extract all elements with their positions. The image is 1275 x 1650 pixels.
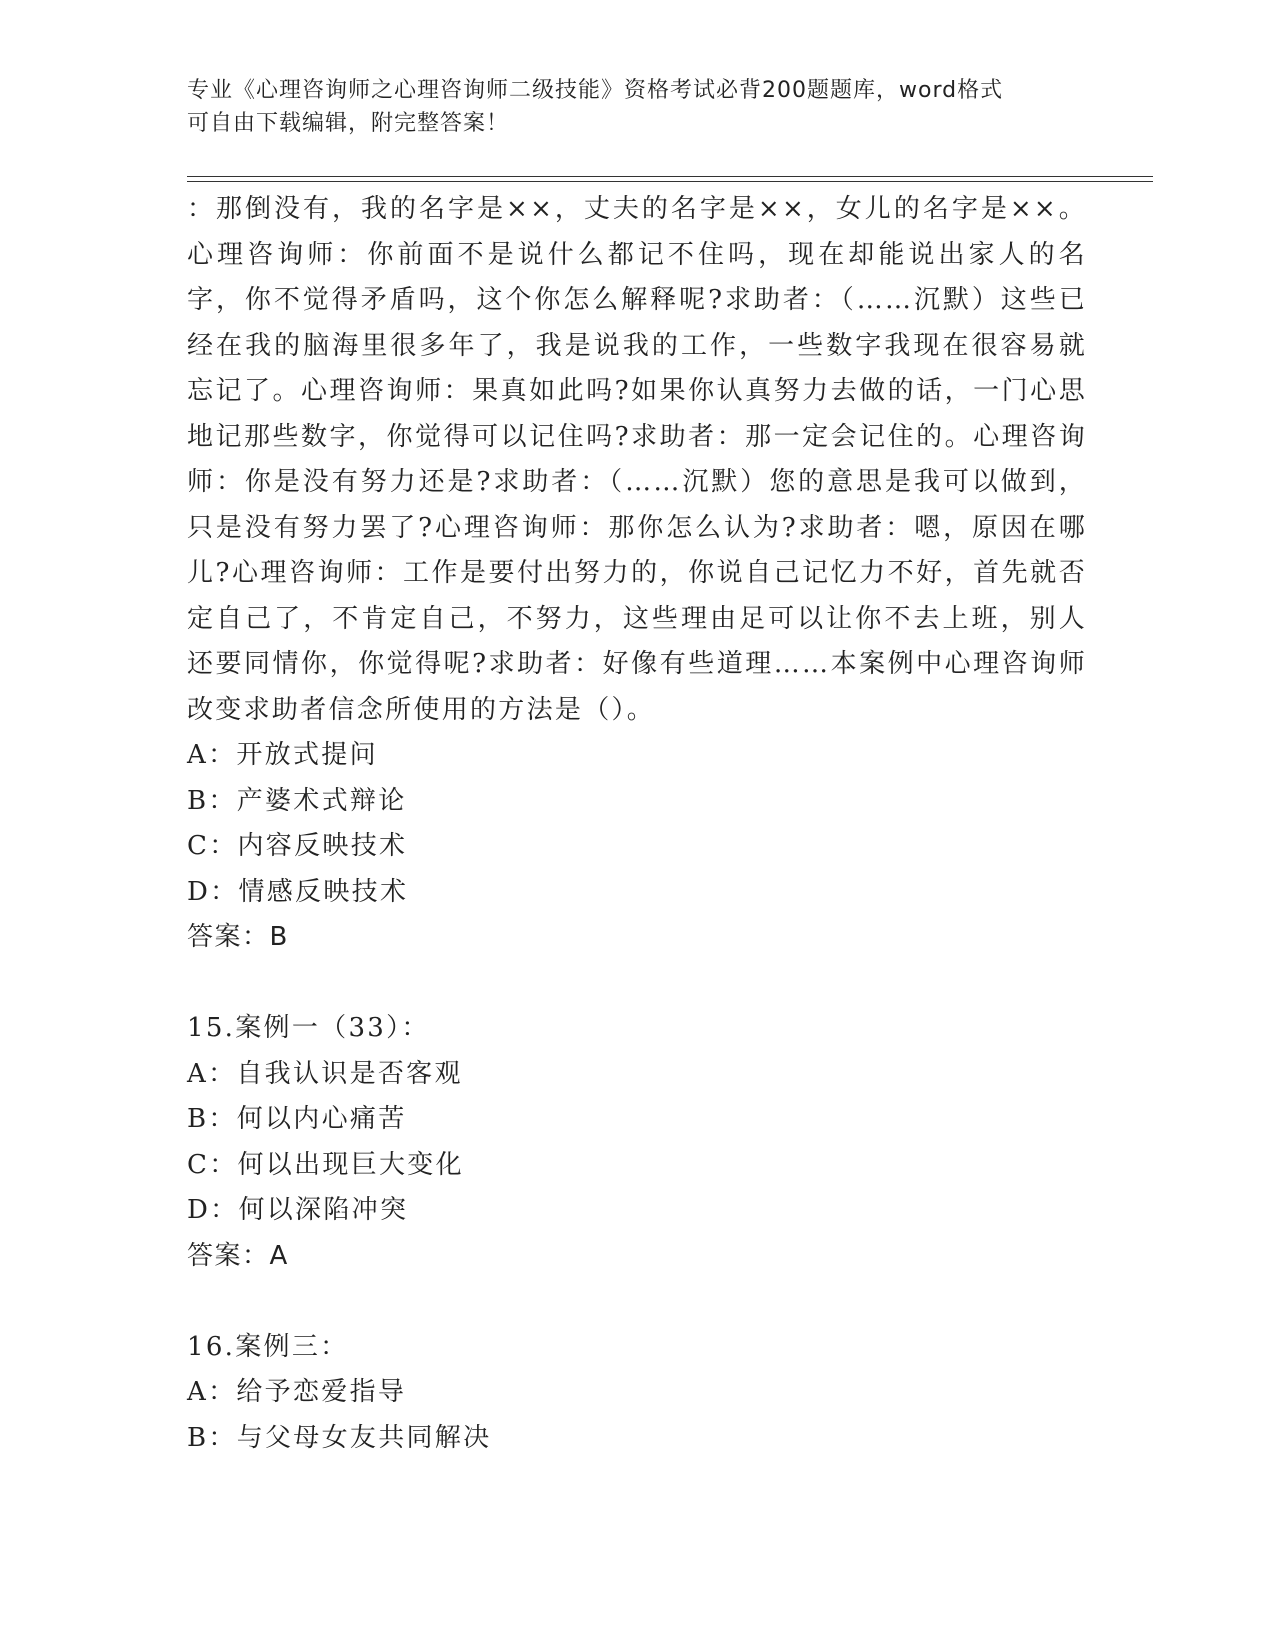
question-title: 15.案例一（33）： — [187, 1013, 430, 1043]
answer-line: 答案：A — [187, 1240, 289, 1271]
option-b: B：产婆术式辩论 — [187, 785, 407, 816]
option-d: D：情感反映技术 — [187, 876, 409, 907]
option-a: A：开放式提问 — [187, 740, 378, 770]
document-header — [187, 74, 1087, 140]
option-d: D：何以深陷冲突 — [187, 1195, 409, 1225]
option-b: B：与父母女友共同解决 — [187, 1422, 492, 1453]
header-divider — [187, 176, 1153, 182]
question-title: 16.案例三： — [187, 1331, 349, 1362]
option-c: C：内容反映技术 — [187, 831, 408, 861]
header-line-2: 可自由下载编辑，附完整答案！ — [187, 111, 510, 136]
answer-line: 答案：B — [187, 922, 289, 952]
option-a: A：给予恋爱指导 — [187, 1377, 407, 1407]
question-14 — [187, 187, 1087, 961]
spacer — [187, 961, 1087, 1007]
option-b: B：何以内心痛苦 — [187, 1104, 407, 1134]
header-line-1: 专业《心理咨询师之心理咨询师二级技能》资格考试必背200题题库，word格式 — [187, 78, 1004, 103]
question-text: ：那倒没有，我的名字是××，丈夫的名字是××，女儿的名字是××。心理咨询师：你前面不是说什么都记不住吗，现在却能说出家人的名字，你不觉得矛盾吗，这个你怎么解释呢?求助者：（……沉默）这些已经在我的脑海里很多年了，我是说我的工作，一些数字我现在很容易就忘记了。心理咨询师：果真如此吗?如果你认真努力去做的话，一门心思地记那些数字，你觉得可以记住吗?求助者：那一定会记住的。心理咨询师：你是没有努力还是?求助者：（……沉默）您的意思是我可以做到，只是没有努力罢了?心理咨询师：那你怎么认为?求助者：嗯，原因在哪儿?心理咨询师：工作是要付出努力的，你说自己记忆力不好，首先就否定自己了，不肯定自己，不努力，这些理由足可以让你不去上班，别人还要同情你，你觉得呢?求助者：好像有些道理……本案例中心理咨询师改变求助者信念所使用的方法是（）。 — [187, 194, 1087, 725]
document-body — [187, 187, 1087, 1461]
option-a: A：自我认识是否客观 — [187, 1058, 463, 1089]
spacer — [187, 1279, 1087, 1325]
question-16 — [187, 1325, 1087, 1462]
question-15 — [187, 1006, 1087, 1279]
option-c: C：何以出现巨大变化 — [187, 1149, 464, 1180]
